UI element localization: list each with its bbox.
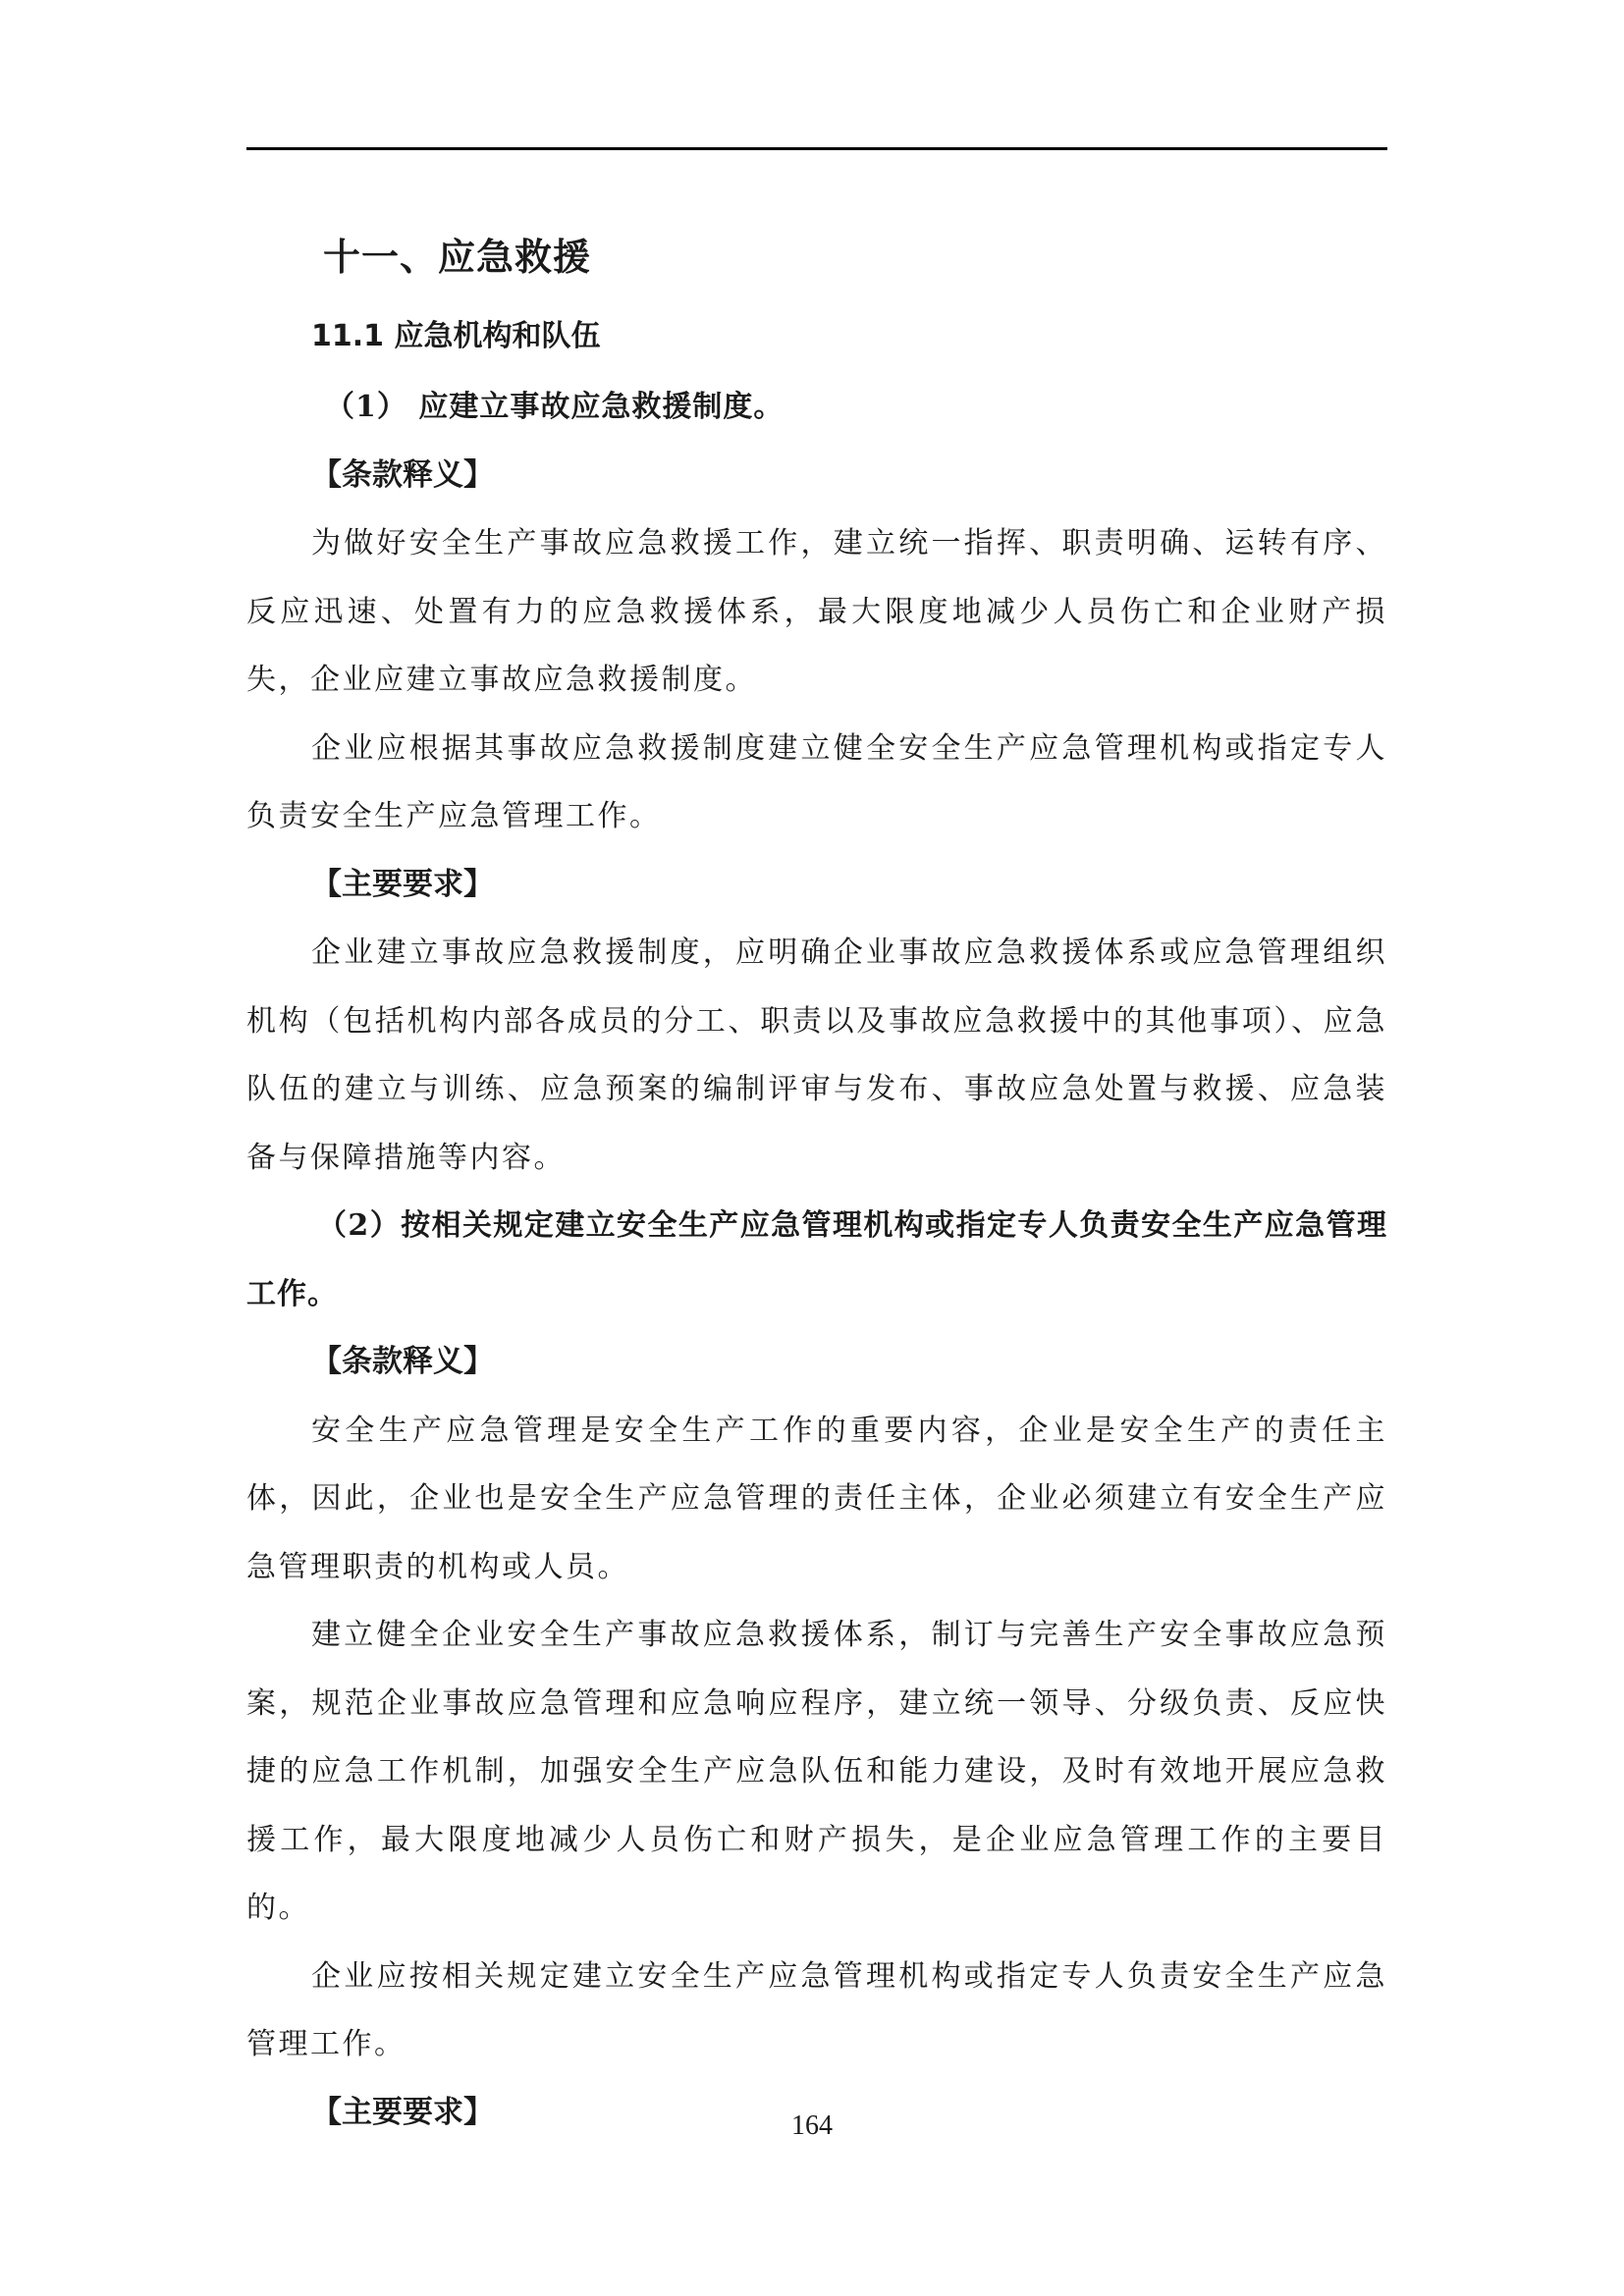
page-number: 164 (791, 2110, 833, 2141)
clause-2-number: （2） (317, 1208, 402, 1243)
clause-2-interpretation-paragraph: 企业应按相关规定建立安全生产应急管理机构或指定专人负责安全生产应急管理工作。 (246, 1958, 1387, 2061)
clause-1-text: 应建立事故应急救援制度。 (418, 390, 785, 424)
clause-1-title (246, 373, 1387, 442)
clause-2-interpretation-paragraph: 安全生产应急管理是安全生产工作的重要内容，企业是安全生产的责任主体，因此，企业也是安全生产应急管理的责任主体，企业必须建立有安全生产应急管理职责的机构或人员。 (246, 1413, 1387, 1584)
chapter-title: 十一、应急救援 (323, 236, 592, 279)
clause-2-text: 按相关规定建立安全生产应急管理机构或指定专人负责安全生产应急管理工作。 (246, 1208, 1388, 1311)
section-title: 11.1 应急机构和队伍 (311, 319, 601, 353)
clause-1-interpretation-paragraph: 企业应根据其事故应急救援制度建立健全安全生产应急管理机构或指定专人负责安全生产应急管理工作。 (246, 730, 1387, 833)
header-rule (246, 147, 1387, 150)
clause-2-interpretation-paragraph: 建立健全企业安全生产事故应急救援体系，制订与完善生产安全事故应急预案，规范企业事故应急管理和应急响应程序，建立统一领导、分级负责、反应快捷的应急工作机制，加强安全生产应急队伍和能力建设，及时有效地开展应急救援工作，最大限度地减少人员伤亡和财产损失，是企业应急管理工作的主要目的。 (246, 1618, 1387, 1925)
clause-2-interpretation-heading: 【条款释义】 (311, 1344, 494, 1379)
clause-2-requirements-heading: 【主要要求】 (311, 2094, 494, 2130)
clause-2-title (246, 1192, 1387, 1328)
clause-1-requirements-heading: 【主要要求】 (311, 866, 494, 902)
page-body (246, 214, 1387, 2147)
clause-1-interpretation-heading: 【条款释义】 (311, 456, 494, 493)
clause-1-number: （1） (325, 390, 407, 424)
clause-1-interpretation-paragraph: 为做好安全生产事故应急救援工作，建立统一指挥、职责明确、运转有序、反应迅速、处置有力的应急救援体系，最大限度地减少人员伤亡和企业财产损失，企业应建立事故应急救援制度。 (246, 526, 1387, 697)
clause-1-requirements-paragraph: 企业建立事故应急救援制度，应明确企业事故应急救援体系或应急管理组织机构（包括机构内部各成员的分工、职责以及事故应急救援中的其他事项）、应急队伍的建立与训练、应急预案的编制评审与发布、事故应急处置与救援、应急装备与保障措施等内容。 (246, 935, 1387, 1175)
